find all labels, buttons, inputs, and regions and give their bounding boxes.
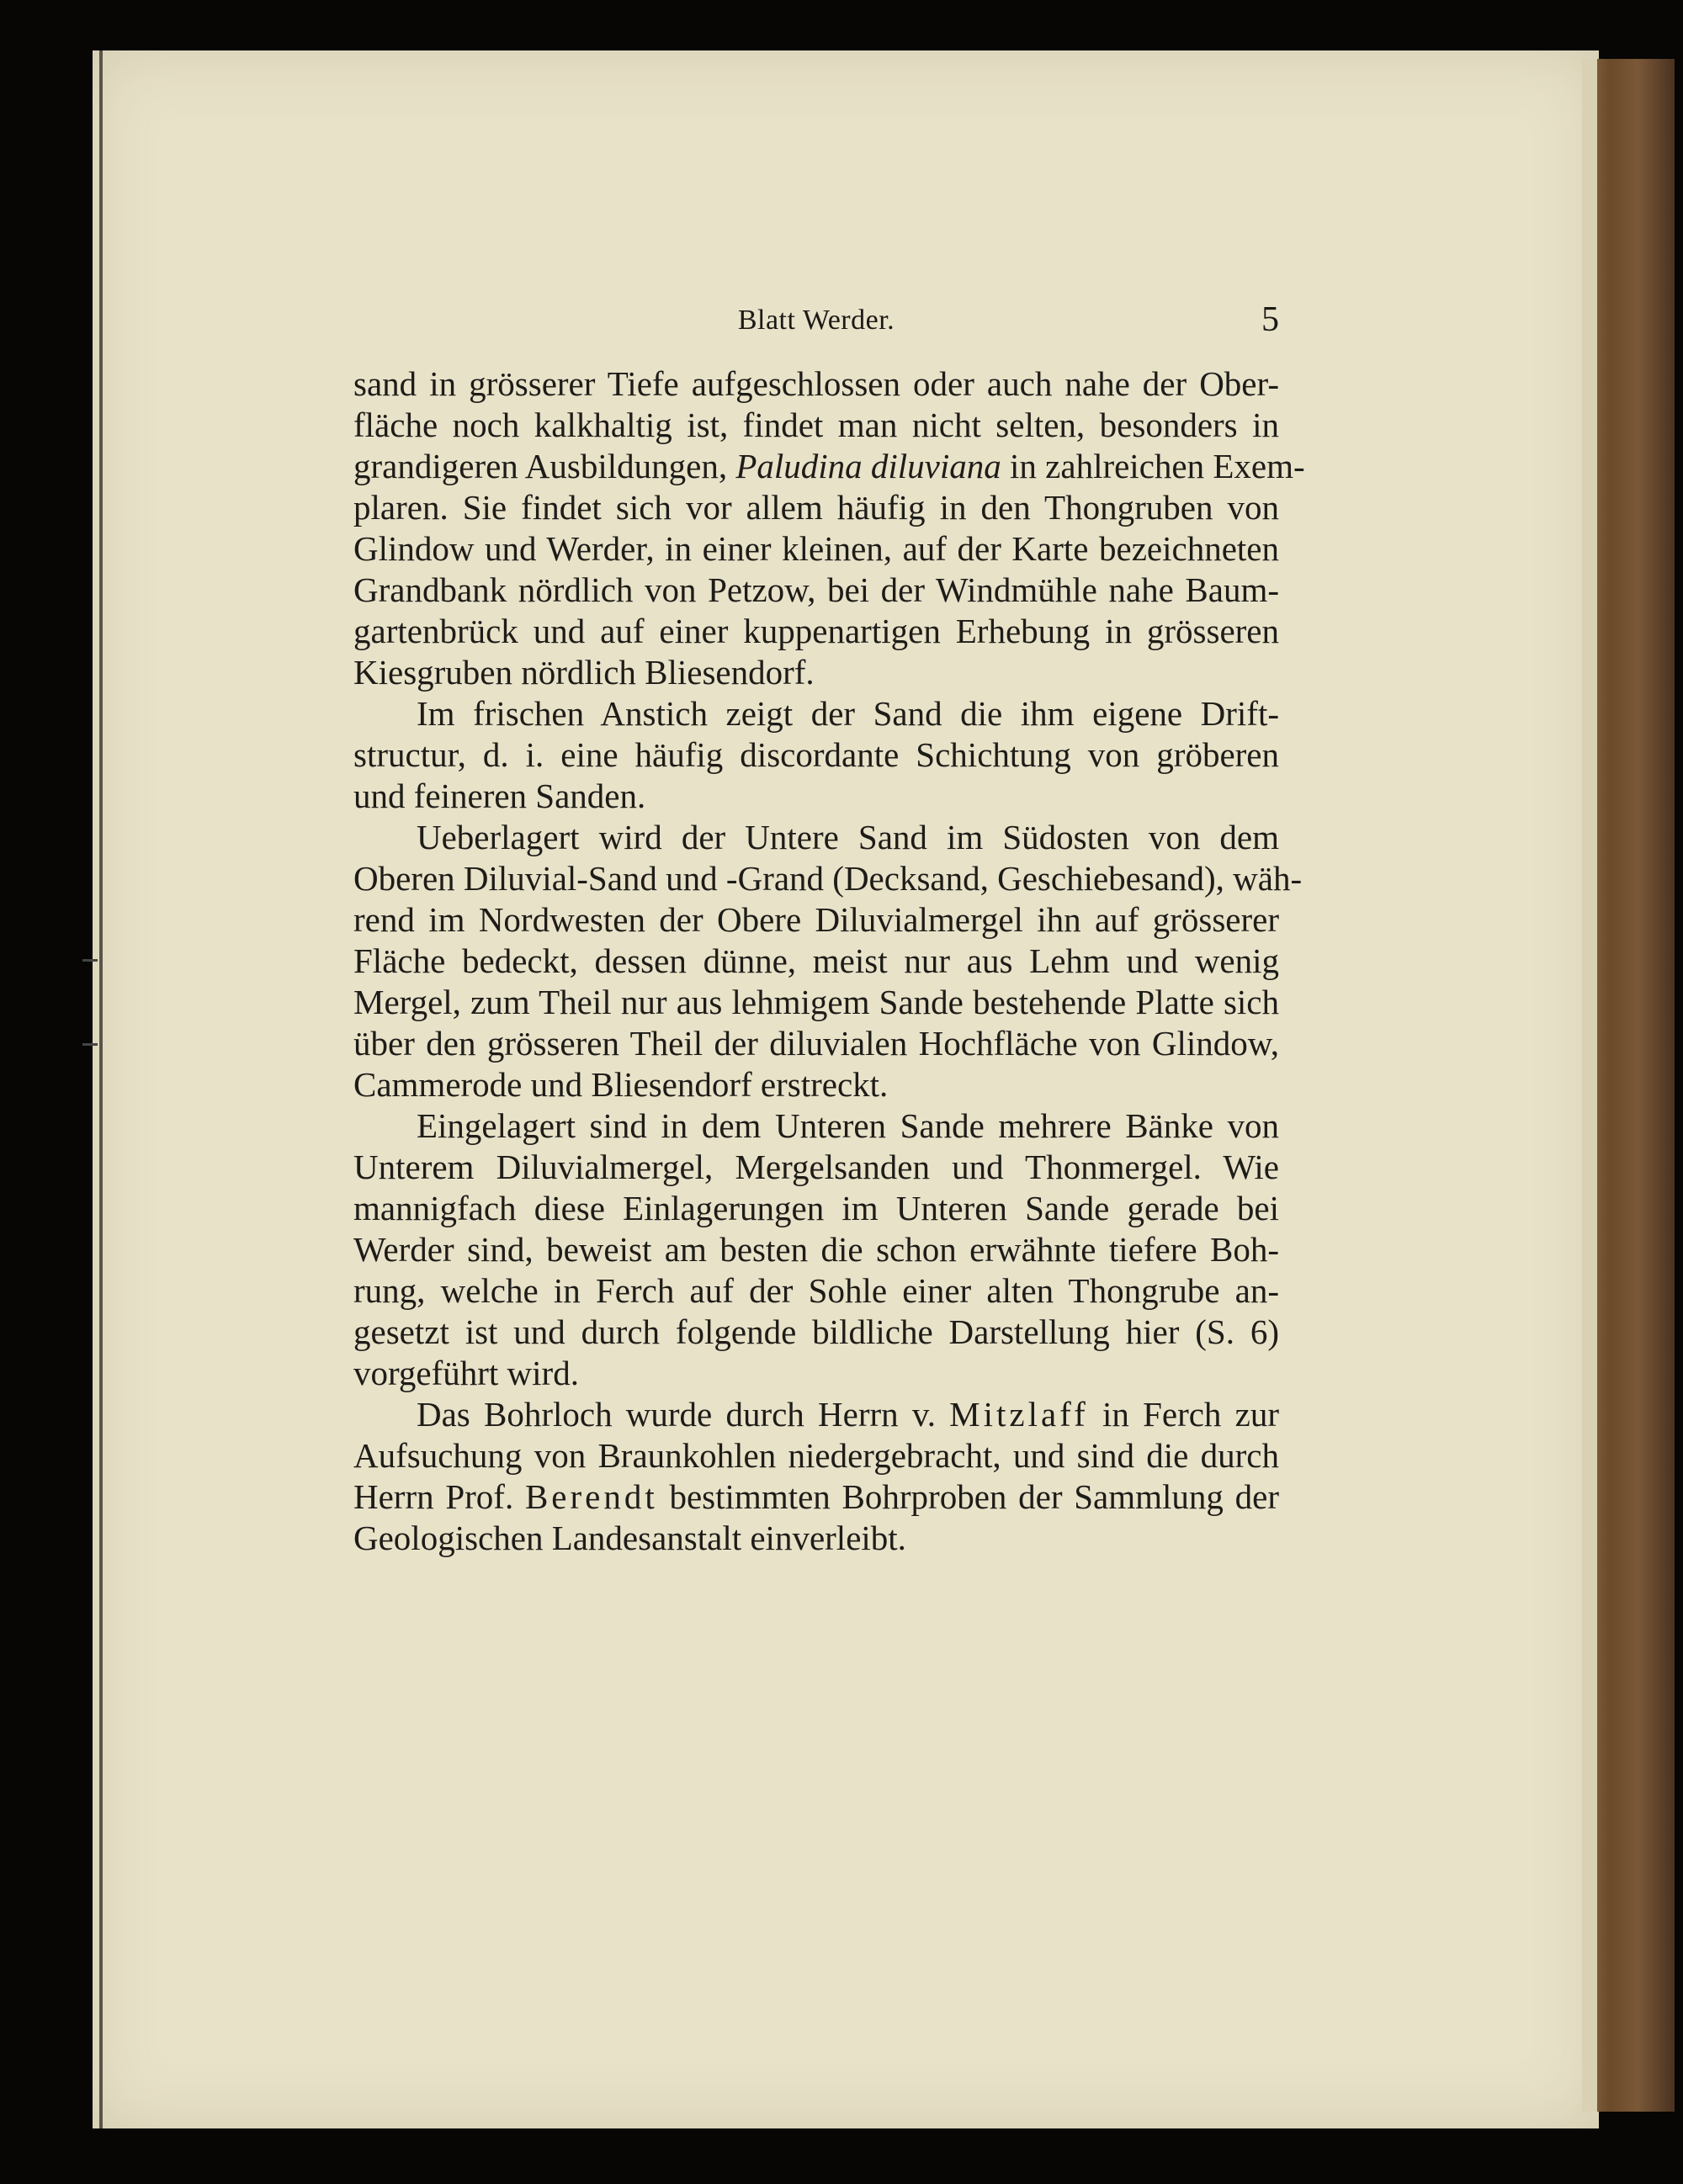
text-line: Werder sind, beweist am besten die schon erwähnte tiefere Boh- — [353, 1230, 1279, 1269]
text-line: Mergel, zum Theil nur aus lehmigem Sande bestehende Platte sich — [353, 983, 1279, 1021]
text-line: rung, welche in Ferch auf der Sohle einer alten Thongrube an- — [353, 1271, 1279, 1310]
text-line: Glindow und Werder, in einer kleinen, auf der Karte bezeichneten — [353, 529, 1279, 568]
text-line: structur, d. i. eine häufig discordante Schichtung von gröberen — [353, 735, 1279, 774]
species-name: Paludina diluviana — [735, 447, 1001, 485]
text-span: bestimmten Bohrproben der Sammlung der — [657, 1477, 1279, 1516]
text-line — [353, 1476, 1279, 1518]
text-line: Unterem Diluvialmergel, Mergelsanden und Thonmergel. Wie — [353, 1148, 1279, 1186]
text-line: rend im Nordwesten der Obere Diluvialmergel ihn auf grösserer — [353, 900, 1279, 939]
text-span: in Ferch zur — [1088, 1395, 1279, 1434]
text-line: Ueberlagert wird der Untere Sand im Südosten von dem — [417, 818, 1279, 856]
person-name: Berendt — [524, 1477, 658, 1516]
text-line — [353, 1394, 1279, 1435]
text-line: Fläche bedeckt, dessen dünne, meist nur aus Lehm und wenig — [353, 941, 1279, 980]
text-line: fläche noch kalkhaltig ist, findet man nicht selten, besonders in — [353, 406, 1279, 444]
text-line: und feineren Sanden. — [353, 777, 646, 815]
text-line: über den grösseren Theil der diluvialen Hochfläche von Glindow, — [353, 1024, 1279, 1063]
margin-mark — [82, 959, 98, 962]
running-header — [353, 300, 1279, 347]
text-line: Oberen Diluvial-Sand und -Grand (Decksand, Geschiebesand), wäh- — [353, 859, 1303, 898]
text-line: gartenbrück und auf einer kuppenartigen Erhebung in grösseren — [353, 612, 1279, 650]
text-span: in zahlreichen Exem- — [1001, 447, 1305, 485]
page-number: 5 — [1261, 300, 1279, 339]
text-line: mannigfach diese Einlagerungen im Unteren Sande gerade bei — [353, 1189, 1279, 1227]
page-gutter-edge — [99, 50, 103, 2128]
text-line: Grandbank nördlich von Petzow, bei der Windmühle nahe Baum- — [353, 570, 1279, 609]
text-line: Eingelagert sind in dem Unteren Sande mehrere Bänke von — [417, 1106, 1279, 1145]
text-span: Herrn Prof. — [353, 1477, 525, 1516]
text-line: vorgeführt wird. — [353, 1354, 579, 1392]
text-line: Geologischen Landesanstalt einverleibt. — [353, 1519, 906, 1557]
text-span: Das Bohrloch wurde durch Herrn v. — [417, 1395, 950, 1434]
text-line: gesetzt ist und durch folgende bildliche Darstellung hier (S. 6) — [353, 1312, 1279, 1351]
margin-mark — [82, 1043, 98, 1046]
page-stack-edge — [1582, 59, 1597, 2112]
text-span: grandigeren Ausbildungen, — [353, 447, 736, 485]
text-line: Aufsuchung von Braunkohlen niedergebracht, und sind die durch — [353, 1436, 1279, 1475]
body-text — [353, 363, 1305, 1559]
text-line: Im frischen Anstich zeigt der Sand die ihm eigene Drift- — [417, 694, 1279, 733]
person-name: Mitzlaff — [949, 1395, 1089, 1434]
running-title: Blatt Werder. — [737, 305, 895, 336]
text-line: Kiesgruben nördlich Bliesendorf. — [353, 653, 815, 692]
text-line: plaren. Sie findet sich vor allem häufig in den Thongruben von — [353, 488, 1279, 527]
text-line: Cammerode und Bliesendorf erstreckt. — [353, 1065, 889, 1104]
text-line — [353, 446, 1305, 487]
text-line: sand in grösserer Tiefe aufgeschlossen oder auch nahe der Ober- — [353, 364, 1279, 403]
